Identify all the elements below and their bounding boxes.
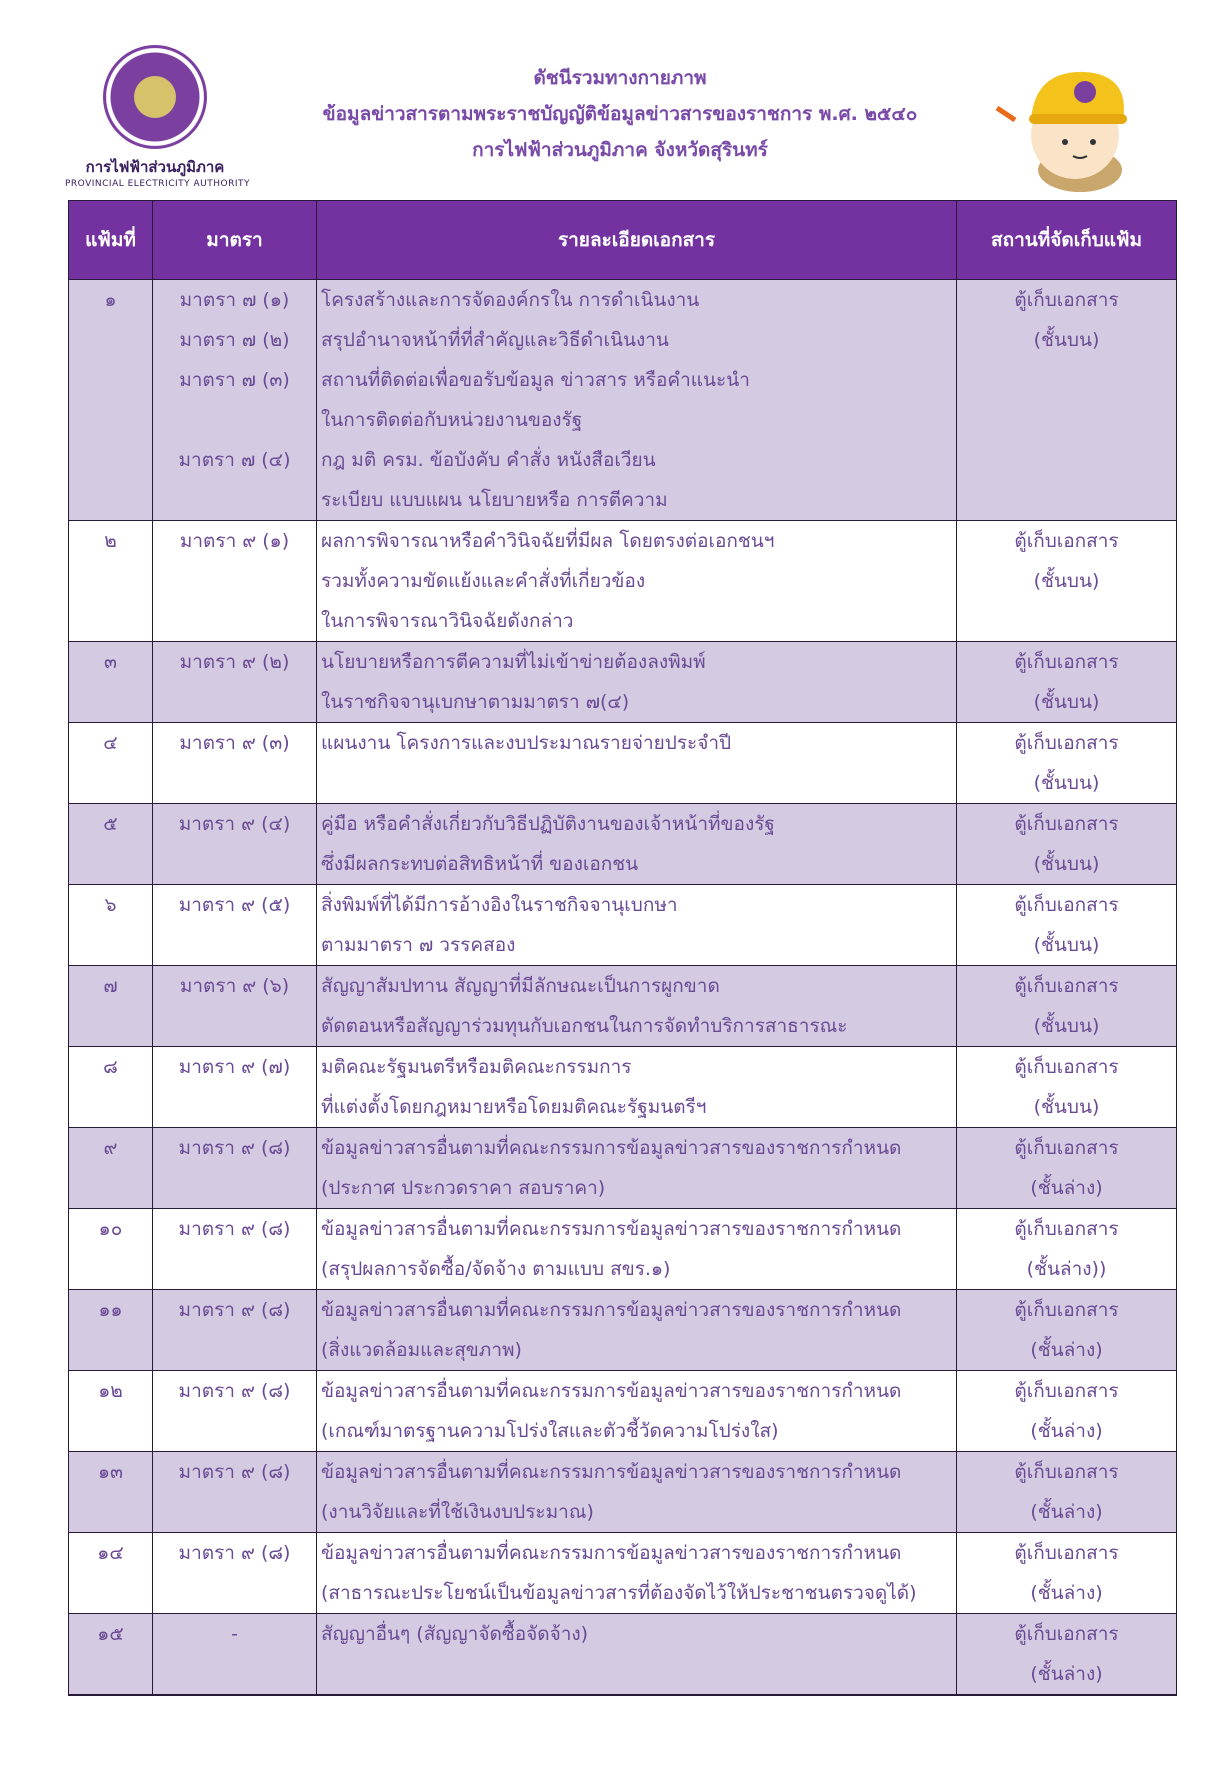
cell-file-no-line [69, 682, 152, 722]
table-row [69, 1209, 1177, 1290]
cell-section-line [153, 1492, 316, 1532]
cell-location-line: (ชั้นบน) [1033, 772, 1100, 794]
cell-details-line: รวมทั้งความขัดแย้งและคำสั่งที่เกี่ยวข้อง [321, 570, 646, 592]
cell-details-line: สิ่งพิมพ์ที่ได้มีการอ้างอิงในราชกิจจานุเบกษา [321, 894, 678, 916]
cell-section [153, 521, 317, 642]
cell-file-no-line [69, 925, 152, 965]
cell-section-line [153, 844, 316, 884]
cell-section-line: มาตรา ๙ (๕) [178, 894, 291, 916]
cell-file-no-line [69, 561, 152, 601]
cell-file-no-line [69, 1573, 152, 1613]
cell-file-no-line [69, 1168, 152, 1208]
cell-section-line [153, 1087, 316, 1127]
page-organization: การไฟฟ้าส่วนภูมิภาค จังหวัดสุรินทร์ [472, 139, 768, 161]
cell-location-line: ตู้เก็บเอกสาร [1014, 1542, 1119, 1564]
cell-file-no-line [69, 1006, 152, 1046]
cell-location-line: ตู้เก็บเอกสาร [1014, 530, 1119, 552]
cell-file-no-line: ๑๑ [98, 1299, 123, 1321]
header-location: สถานที่จัดเก็บแฟ้ม [957, 201, 1177, 280]
cell-location [957, 1533, 1177, 1614]
cell-details [317, 1452, 957, 1533]
cell-location-line: (ชั้นล่าง) [1030, 1501, 1103, 1523]
cell-details [317, 966, 957, 1047]
cell-details [317, 1209, 957, 1290]
cell-location-line: ตู้เก็บเอกสาร [1014, 1218, 1119, 1240]
cell-file-no-line [69, 1087, 152, 1127]
cell-section-line: - [231, 1623, 238, 1645]
cell-section-line: มาตรา ๙ (๔) [178, 813, 291, 835]
cell-file-no-line [69, 1330, 152, 1370]
cell-section [153, 1209, 317, 1290]
cell-location-line: (ชั้นล่าง) [1030, 1339, 1103, 1361]
cell-section-line: มาตรา ๙ (๑) [179, 530, 290, 552]
table-row [69, 1452, 1177, 1533]
cell-location [957, 1209, 1177, 1290]
cell-file-no-line: ๑๕ [97, 1623, 124, 1645]
cell-details [317, 280, 957, 521]
cell-file-no-line [69, 400, 152, 440]
cell-file-no-line: ๑๔ [97, 1542, 124, 1564]
cell-location [957, 1614, 1177, 1696]
mascot-illustration-icon [995, 50, 1160, 195]
cell-location-line: (ชั้นบน) [1033, 691, 1100, 713]
cell-file-no-line: ๖ [104, 894, 117, 916]
table-row [69, 723, 1177, 804]
table-row [69, 1047, 1177, 1128]
cell-location-line [957, 400, 1176, 440]
pea-logo [65, 45, 250, 195]
cell-section-line [153, 1411, 316, 1451]
cell-file-no-line [69, 1249, 152, 1289]
cell-details-line: ตัดตอนหรือสัญญาร่วมทุนกับเอกชนในการจัดทำบริการสาธารณะ [321, 1015, 848, 1037]
cell-details [317, 804, 957, 885]
cell-file-no [69, 804, 153, 885]
cell-section-line: มาตรา ๙ (๘) [178, 1299, 291, 1321]
cell-location-line: (ชั้นล่าง) [1030, 1663, 1103, 1685]
cell-section-line: มาตรา ๗ (๑) [179, 289, 290, 311]
cell-file-no [69, 280, 153, 521]
cell-location-line: ตู้เก็บเอกสาร [1014, 1380, 1119, 1402]
cell-file-no [69, 642, 153, 723]
cell-details-line: นโยบายหรือการตีความที่ไม่เข้าข่ายต้องลงพิมพ์ [321, 651, 706, 673]
cell-location-line: ตู้เก็บเอกสาร [1014, 813, 1119, 835]
cell-section-line: มาตรา ๙ (๘) [178, 1380, 291, 1402]
cell-details-line: คู่มือ หรือคำสั่งเกี่ยวกับวิธีปฏิบัติงานของเจ้าหน้าที่ของรัฐ [321, 813, 775, 835]
cell-details-line: (เกณฑ์มาตรฐานความโปร่งใสและตัวชี้วัดความโปร่งใส) [321, 1420, 779, 1442]
table-row [69, 1533, 1177, 1614]
cell-file-no [69, 1128, 153, 1209]
cell-details [317, 1371, 957, 1452]
cell-location-line: ตู้เก็บเอกสาร [1014, 289, 1119, 311]
cell-details-line: ซึ่งมีผลกระทบต่อสิทธิหน้าที่ ของเอกชน [321, 853, 639, 875]
cell-details-line: ผลการพิจารณาหรือคำวินิจฉัยที่มีผล โดยตรงต่อเอกชนฯ [321, 530, 775, 552]
page-subtitle: ข้อมูลข่าวสารตามพระราชบัญญัติข้อมูลข่าวสารของราชการ พ.ศ. ๒๕๔๐ [322, 103, 918, 125]
table-row [69, 966, 1177, 1047]
cell-section [153, 1614, 317, 1696]
cell-location-line [957, 360, 1176, 400]
cell-details-line: มติคณะรัฐมนตรีหรือมติคณะกรรมการ [321, 1056, 632, 1078]
cell-section-line [153, 1654, 316, 1694]
cell-location-line [957, 440, 1176, 480]
document-index-table [68, 200, 1177, 1696]
cell-location-line: (ชั้นบน) [1033, 1015, 1100, 1037]
cell-details-line: สรุปอำนาจหน้าที่ที่สำคัญและวิธีดำเนินงาน [321, 329, 669, 351]
cell-details-line: ข้อมูลข่าวสารอื่นตามที่คณะกรรมการข้อมูลข่าวสารของราชการกำหนด [321, 1299, 902, 1321]
cell-details-line: ที่แต่งตั้งโดยกฎหมายหรือโดยมติคณะรัฐมนตรีฯ [321, 1096, 707, 1118]
cell-file-no-line: ๒ [104, 530, 117, 552]
cell-section [153, 642, 317, 723]
table-row [69, 885, 1177, 966]
page-title: ดัชนีรวมทางกายภาพ [533, 67, 707, 89]
cell-file-no [69, 521, 153, 642]
cell-details [317, 885, 957, 966]
cell-section-line: มาตรา ๙ (๗) [178, 1056, 291, 1078]
cell-file-no-line: ๙ [103, 1137, 118, 1159]
cell-details-line: โครงสร้างและการจัดองค์กรใน การดำเนินงาน [321, 289, 700, 311]
cell-file-no-line: ๗ [103, 975, 118, 997]
cell-location [957, 1047, 1177, 1128]
cell-location-line: (ชั้นล่าง) [1030, 1582, 1103, 1604]
cell-section-line [153, 400, 316, 440]
pea-emblem-icon [103, 45, 207, 149]
cell-section-line: มาตรา ๗ (๓) [179, 369, 290, 391]
cell-location-line: ตู้เก็บเอกสาร [1014, 1461, 1119, 1483]
cell-section-line [153, 480, 316, 520]
table-row [69, 642, 1177, 723]
cell-section-line [153, 561, 316, 601]
cell-file-no [69, 1533, 153, 1614]
cell-section-line: มาตรา ๙ (๘) [178, 1137, 291, 1159]
cell-details-line: ข้อมูลข่าวสารอื่นตามที่คณะกรรมการข้อมูลข่าวสารของราชการกำหนด [321, 1137, 902, 1159]
cell-location-line: ตู้เก็บเอกสาร [1014, 1056, 1119, 1078]
cell-section-line [153, 1330, 316, 1370]
cell-file-no-line [69, 480, 152, 520]
cell-details-line: ตามมาตรา ๗ วรรคสอง [321, 934, 516, 956]
cell-details-line: ในการติดต่อกับหน่วยงานของรัฐ [321, 409, 583, 431]
cell-details-line [317, 1654, 956, 1694]
cell-location-line: (ชั้นบน) [1033, 853, 1100, 875]
cell-details-line: (งานวิจัยและที่ใช้เงินงบประมาณ) [321, 1501, 594, 1523]
cell-file-no [69, 1614, 153, 1696]
logo-org-name-en: PROVINCIAL ELECTRICITY AUTHORITY [65, 179, 250, 189]
cell-section-line: มาตรา ๗ (๒) [179, 329, 290, 351]
cell-file-no [69, 1371, 153, 1452]
cell-location-line: (ชั้นบน) [1033, 570, 1100, 592]
cell-file-no [69, 966, 153, 1047]
cell-section [153, 966, 317, 1047]
table-header-row [69, 201, 1177, 280]
cell-file-no [69, 723, 153, 804]
cell-file-no-line: ๕ [103, 813, 118, 835]
cell-section-line: มาตรา ๙ (๘) [178, 1542, 291, 1564]
cell-file-no [69, 885, 153, 966]
cell-section-line [153, 1006, 316, 1046]
cell-details-line: (สรุปผลการจัดซื้อ/จัดจ้าง ตามแบบ สขร.๑) [321, 1258, 671, 1280]
cell-file-no-line [69, 1492, 152, 1532]
cell-details-line: แผนงาน โครงการและงบประมาณรายจ่ายประจำปี [321, 732, 732, 754]
cell-location-line [957, 601, 1176, 641]
cell-details-line: ในการพิจารณาวินิจฉัยดังกล่าว [321, 610, 574, 632]
cell-location [957, 1128, 1177, 1209]
cell-section [153, 1290, 317, 1371]
cell-file-no-line [69, 763, 152, 803]
cell-details-line: ข้อมูลข่าวสารอื่นตามที่คณะกรรมการข้อมูลข่าวสารของราชการกำหนด [321, 1218, 902, 1240]
cell-details-line: ในราชกิจจานุเบกษาตามมาตรา ๗(๔) [321, 691, 630, 713]
cell-location-line: (ชั้นล่าง) [1030, 1177, 1103, 1199]
cell-details [317, 642, 957, 723]
cell-details [317, 1533, 957, 1614]
cell-details-line: ข้อมูลข่าวสารอื่นตามที่คณะกรรมการข้อมูลข่าวสารของราชการกำหนด [321, 1461, 902, 1483]
cell-section-line [153, 1168, 316, 1208]
table-body [69, 280, 1177, 1696]
cell-section [153, 1047, 317, 1128]
cell-section-line: มาตรา ๙ (๓) [179, 732, 290, 754]
cell-location [957, 723, 1177, 804]
cell-details-line [317, 763, 956, 803]
cell-location-line: (ชั้นล่าง)) [1026, 1258, 1107, 1280]
cell-location [957, 1452, 1177, 1533]
cell-section [153, 1371, 317, 1452]
cell-file-no-line: ๔ [103, 732, 118, 754]
cell-section-line [153, 925, 316, 965]
cell-location-line: (ชั้นบน) [1033, 1096, 1100, 1118]
cell-location-line: ตู้เก็บเอกสาร [1014, 732, 1119, 754]
cell-file-no-line [69, 1411, 152, 1451]
header-details: รายละเอียดเอกสาร [317, 201, 957, 280]
table-row [69, 1614, 1177, 1696]
cell-location-line: (ชั้นล่าง) [1030, 1420, 1103, 1442]
cell-details [317, 1047, 957, 1128]
cell-section-line: มาตรา ๗ (๔) [178, 449, 291, 471]
cell-details [317, 1128, 957, 1209]
cell-section [153, 280, 317, 521]
cell-location-line: (ชั้นบน) [1033, 329, 1100, 351]
cell-file-no-line: ๑๐ [98, 1218, 123, 1240]
header-file-no: แฟ้มที่ [69, 201, 153, 280]
cell-file-no-line [69, 844, 152, 884]
cell-section-line [153, 601, 316, 641]
cell-location [957, 521, 1177, 642]
cell-file-no-line: ๑๓ [97, 1461, 124, 1483]
table-row [69, 280, 1177, 521]
cell-section-line [153, 682, 316, 722]
cell-location [957, 966, 1177, 1047]
cell-location-line: ตู้เก็บเอกสาร [1014, 1623, 1119, 1645]
table-row [69, 1371, 1177, 1452]
cell-file-no-line: ๑ [104, 289, 117, 311]
cell-details-line: (สิ่งแวดล้อมและสุขภาพ) [321, 1339, 522, 1361]
cell-details-line: สัญญาสัมปทาน สัญญาที่มีลักษณะเป็นการผูกขาด [321, 975, 720, 997]
cell-details-line: ข้อมูลข่าวสารอื่นตามที่คณะกรรมการข้อมูลข่าวสารของราชการกำหนด [321, 1542, 902, 1564]
cell-location [957, 804, 1177, 885]
cell-location [957, 1371, 1177, 1452]
cell-section-line: มาตรา ๙ (๖) [179, 975, 290, 997]
cell-file-no [69, 1290, 153, 1371]
cell-location-line: ตู้เก็บเอกสาร [1014, 651, 1119, 673]
cell-file-no-line [69, 1654, 152, 1694]
cell-section [153, 1452, 317, 1533]
cell-details-line: (ประกาศ ประกวดราคา สอบราคา) [321, 1177, 606, 1199]
cell-details-line: สัญญาอื่นๆ (สัญญาจัดซื้อจัดจ้าง) [321, 1623, 589, 1645]
cell-section-line: มาตรา ๙ (๘) [178, 1461, 291, 1483]
cell-section-line: มาตรา ๙ (๒) [179, 651, 290, 673]
table-row [69, 804, 1177, 885]
cell-file-no-line [69, 601, 152, 641]
cell-location [957, 642, 1177, 723]
cell-location-line: ตู้เก็บเอกสาร [1014, 975, 1119, 997]
cell-file-no [69, 1047, 153, 1128]
cell-section [153, 1128, 317, 1209]
cell-location-line: ตู้เก็บเอกสาร [1014, 1299, 1119, 1321]
cell-location-line: ตู้เก็บเอกสาร [1014, 1137, 1119, 1159]
cell-details-line: สถานที่ติดต่อเพื่อขอรับข้อมูล ข่าวสาร หรือคำแนะนำ [321, 369, 750, 391]
table-row [69, 1128, 1177, 1209]
logo-org-name: การไฟฟ้าส่วนภูมิภาค [85, 158, 225, 176]
cell-section-line: มาตรา ๙ (๘) [178, 1218, 291, 1240]
cell-location [957, 280, 1177, 521]
cell-details [317, 723, 957, 804]
cell-file-no-line: ๓ [104, 651, 117, 673]
cell-section [153, 1533, 317, 1614]
cell-details [317, 1290, 957, 1371]
table-row [69, 1290, 1177, 1371]
cell-file-no-line [69, 360, 152, 400]
cell-section [153, 885, 317, 966]
cell-location-line [957, 480, 1176, 520]
table-row [69, 521, 1177, 642]
cell-location-line: ตู้เก็บเอกสาร [1014, 894, 1119, 916]
cell-location-line: (ชั้นบน) [1033, 934, 1100, 956]
cell-details-line: ข้อมูลข่าวสารอื่นตามที่คณะกรรมการข้อมูลข่าวสารของราชการกำหนด [321, 1380, 902, 1402]
cell-location [957, 1290, 1177, 1371]
cell-section [153, 804, 317, 885]
header-section: มาตรา [153, 201, 317, 280]
cell-file-no-line: ๘ [103, 1056, 118, 1078]
page-header [260, 60, 980, 168]
cell-section-line [153, 763, 316, 803]
cell-section-line [153, 1249, 316, 1289]
cell-location [957, 885, 1177, 966]
cell-details [317, 521, 957, 642]
cell-file-no-line [69, 440, 152, 480]
cell-details-line: ระเบียบ แบบแผน นโยบายหรือ การตีความ [321, 489, 668, 511]
cell-section [153, 723, 317, 804]
cell-file-no [69, 1452, 153, 1533]
cell-details-line: (สาธารณะประโยชน์เป็นข้อมูลข่าวสารที่ต้องจัดไว้ให้ประชาชนตรวจดูได้) [321, 1582, 917, 1604]
cell-file-no [69, 1209, 153, 1290]
cell-section-line [153, 1573, 316, 1613]
cell-file-no-line: ๑๒ [98, 1380, 123, 1402]
cell-details [317, 1614, 957, 1696]
cell-details-line: กฎ มติ ครม. ข้อบังคับ คำสั่ง หนังสือเวียน [321, 449, 656, 471]
cell-file-no-line [69, 320, 152, 360]
